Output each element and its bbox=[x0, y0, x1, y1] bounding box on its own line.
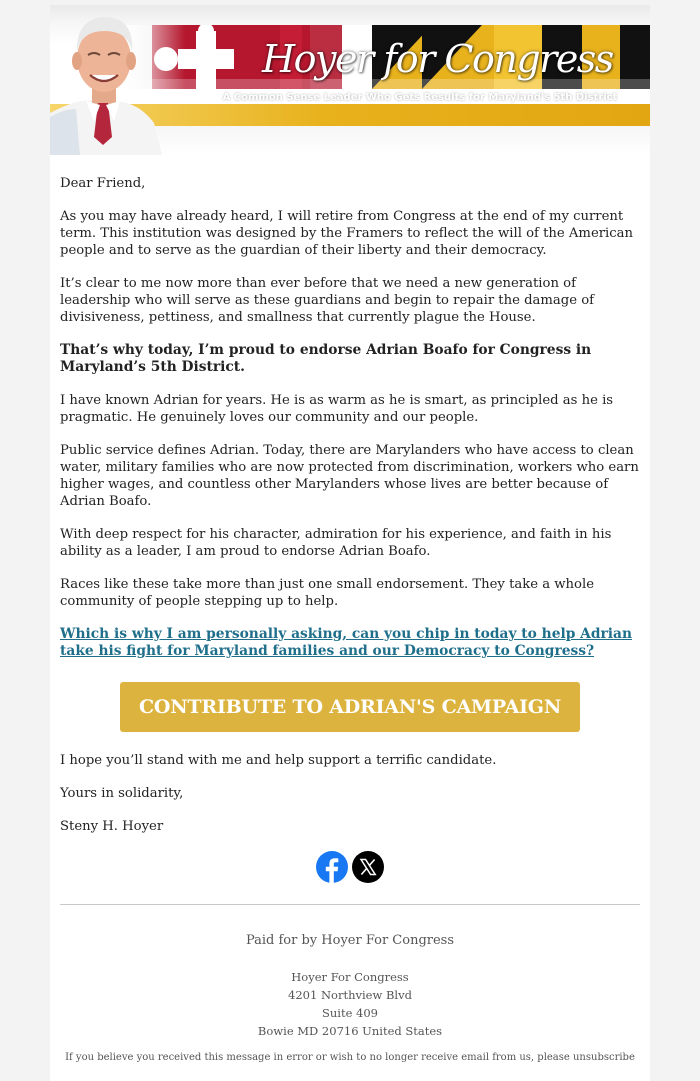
banner-tagline: A Common Sense Leader Who Gets Results for Maryland's 5th District bbox=[222, 92, 618, 103]
paragraph-public-service: Public service defines Adrian. Today, there are Marylanders who have access to clean water, military families who are now protected from discrimination, workers who earn higher wages, and countless other Marylanders whose lives are better because of Adrian Boafo. bbox=[60, 443, 639, 509]
x-icon[interactable] bbox=[352, 851, 384, 883]
contribute-button[interactable]: CONTRIBUTE TO ADRIAN'S CAMPAIGN bbox=[120, 682, 580, 732]
mailing-address bbox=[50, 968, 650, 1040]
paragraph-retirement: As you may have already heard, I will retire from Congress at the end of my current term. This institution was designed by the Framers to reflect the will of the American people and to serve as the guardian of their liberty and their democracy. bbox=[60, 209, 634, 258]
paragraph-endorsement-bold: That’s why today, I’m proud to endorse Adrian Boafo for Congress in Maryland’s 5th District. bbox=[60, 342, 592, 375]
greeting: Dear Friend, bbox=[60, 176, 146, 191]
social-links bbox=[314, 851, 386, 885]
address-line: Suite 409 bbox=[322, 1006, 378, 1020]
unsubscribe-link[interactable]: If you believe you received this message in error or wish to no longer receive email from us, please unsubscribe bbox=[65, 1052, 635, 1063]
closing-line: I hope you’ll stand with me and help support a terrific candidate. bbox=[60, 753, 497, 768]
paragraph-known-adrian: I have known Adrian for years. He is as warm as he is smart, as principled as he is pragmatic. He genuinely loves our community and our people. bbox=[60, 393, 614, 425]
portrait-avatar bbox=[50, 5, 162, 155]
header-banner bbox=[50, 5, 650, 155]
address-line: Hoyer For Congress bbox=[291, 970, 409, 984]
footer bbox=[50, 933, 650, 1063]
facebook-icon[interactable] bbox=[316, 851, 348, 883]
banner-title: Hoyer for Congress bbox=[262, 37, 613, 81]
signoff: Yours in solidarity, bbox=[60, 786, 184, 801]
donate-ask-link[interactable]: Which is why I am personally asking, can you chip in today to help Adrian take his fight for Maryland families and our Democracy to Congress? bbox=[60, 626, 632, 659]
signature: Steny H. Hoyer bbox=[60, 819, 164, 834]
paragraph-respect: With deep respect for his character, admiration for his experience, and faith in his ability as a leader, I am proud to endorse Adrian Boafo. bbox=[60, 527, 612, 559]
address-line: 4201 Northview Blvd bbox=[288, 988, 412, 1002]
footer-divider bbox=[60, 904, 640, 905]
paid-for-disclaimer: Paid for by Hoyer For Congress bbox=[245, 933, 455, 948]
paragraph-races: Races like these take more than just one small endorsement. They take a whole community of people stepping up to help. bbox=[60, 577, 595, 609]
paragraph-new-generation: It’s clear to me now more than ever before that we need a new generation of leadership who will serve as these guardians and begin to repair the damage of divisiveness, pettiness, and smallness that currently plague the House. bbox=[60, 276, 595, 325]
letter-body bbox=[60, 175, 640, 851]
email-container bbox=[50, 5, 650, 1081]
address-line: Bowie MD 20716 United States bbox=[257, 1024, 443, 1038]
